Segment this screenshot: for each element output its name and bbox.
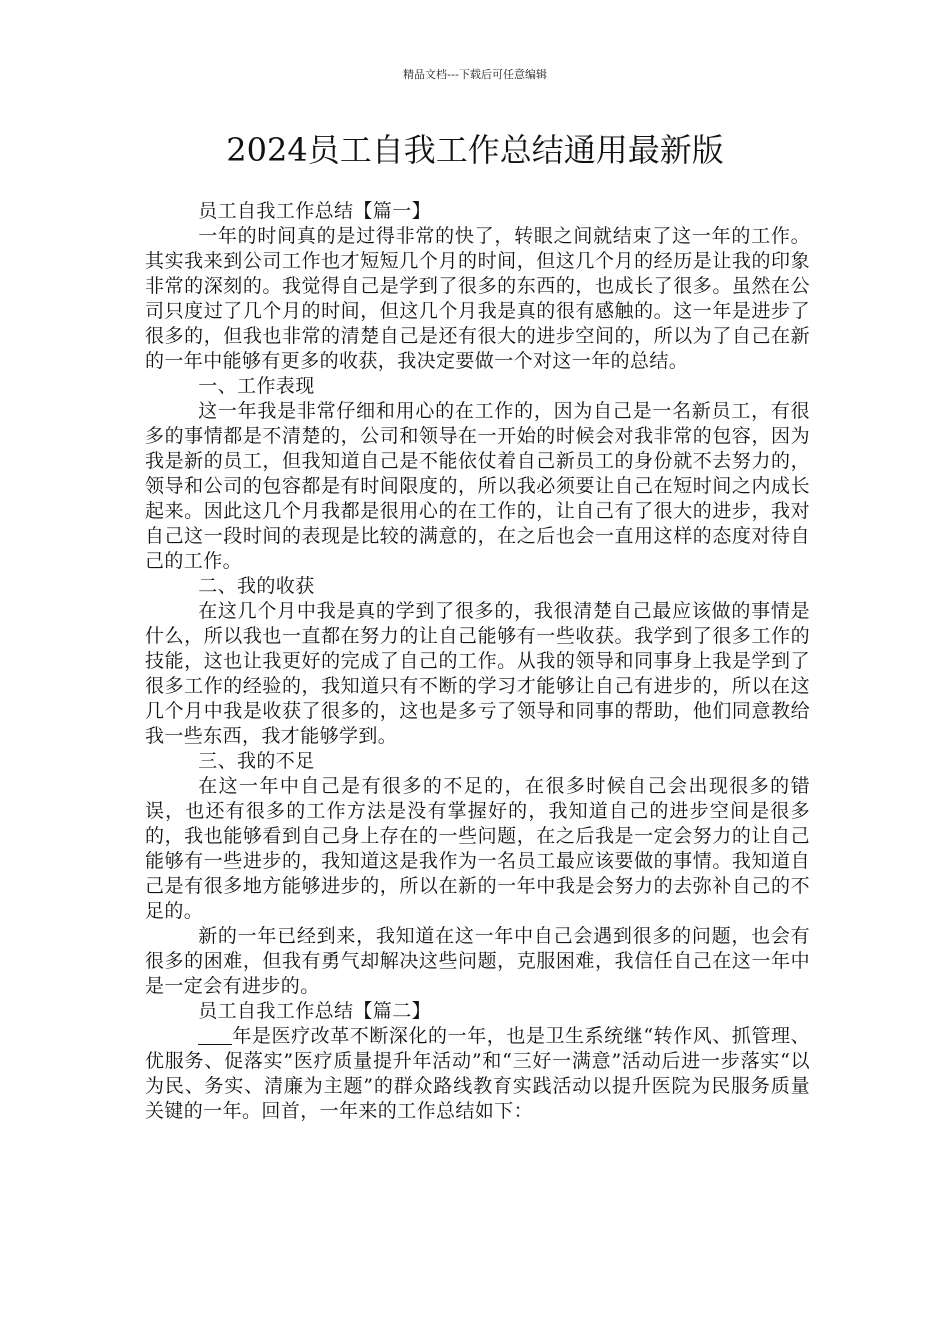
section-heading: 三、我的不足 <box>198 750 315 772</box>
section-heading: 二、我的收获 <box>198 575 315 597</box>
page-title: 2024员工自我工作总结通用最新版 <box>226 131 724 169</box>
paragraph: 在这一年中自己是有很多的不足的，在很多时候自己会出现很多的错误，也还有很多的工作方法是没有掌握好的，我知道自己的进步空间是很多的，我也能够看到自己身上存在的一些问题，在之后我是一定会努力的让自己能够有一些进步的，我知道这是我作为一名员工最应该要做的事情。我知道自己是有很多地方能够进步的，所以在新的一年中我是会努力的去弥补自己的不足的。 <box>145 775 810 922</box>
section-heading: 员工自我工作总结【篇二】 <box>198 1000 431 1022</box>
section-heading: 员工自我工作总结【篇一】 <box>198 200 431 222</box>
paragraph: 在这几个月中我是真的学到了很多的，我很清楚自己最应该做的事情是什么，所以我也一直都在努力的让自己能够有一些收获。我学到了很多工作的技能，这也让我更好的完成了自己的工作。从我的领导和同事身上我是学到了很多工作的经验的，我知道只有不断的学习才能够让自己有进步的，所以在这几个月中我是收获了很多的，这也是多亏了领导和同事的帮助，他们同意教给我一些东西，我才能够学到。 <box>145 600 810 747</box>
document-body <box>145 199 810 1124</box>
paragraph: 这一年我是非常仔细和用心的在工作的，因为自己是一名新员工，有很多的事情都是不清楚的，公司和领导在一开始的时候会对我非常的包容，因为我是新的员工，但我知道自己是不能依仗着自己新员工的身份就不去努力的，领导和公司的包容都是有时间限度的，所以我必须要让自己在短时间之内成长起来。因此这几个月我都是很用心的在工作的，让自己有了很大的进步，我对自己这一段时间的表现是比较的满意的，在之后也会一直用这样的态度对待自己的工作。 <box>145 400 810 572</box>
paragraph <box>145 1024 810 1124</box>
paragraph: 一年的时间真的是过得非常的快了，转眼之间就结束了这一年的工作。其实我来到公司工作也才短短几个月的时间，但这几个月的经历是让我的印象非常的深刻的。我觉得自己是学到了很多的东西的，也成长了很多。虽然在公司只度过了几个月的时间，但这几个月我是真的很有感触的。这一年是进步了很多的，但我也非常的清楚自己是还有很大的进步空间的，所以为了自己在新的一年中能够有更多的收获，我决定要做一个对这一年的总结。 <box>145 225 810 372</box>
section-heading: 一、工作表现 <box>198 375 315 397</box>
paragraph-text: 年是医疗改革不断深化的一年，也是卫生系统继“转作风、抓管理、优服务、促落实”医疗质量提升年活动”和“三好一满意”活动后进一步落实“以为民、务实、清廉为主题”的群众路线教育实践活动以提升医院为民服务质量关键的一年。回首，一年来的工作总结如下： <box>145 1025 810 1122</box>
paragraph: 新的一年已经到来，我知道在这一年中自己会遇到很多的问题，也会有很多的困难，但我有勇气却解决这些问题，克服困难，我信任自己在这一年中是一定会有进步的。 <box>145 925 810 997</box>
blank-line <box>198 1025 232 1045</box>
page-header: 精品文档---下载后可任意编辑 <box>403 68 547 81</box>
